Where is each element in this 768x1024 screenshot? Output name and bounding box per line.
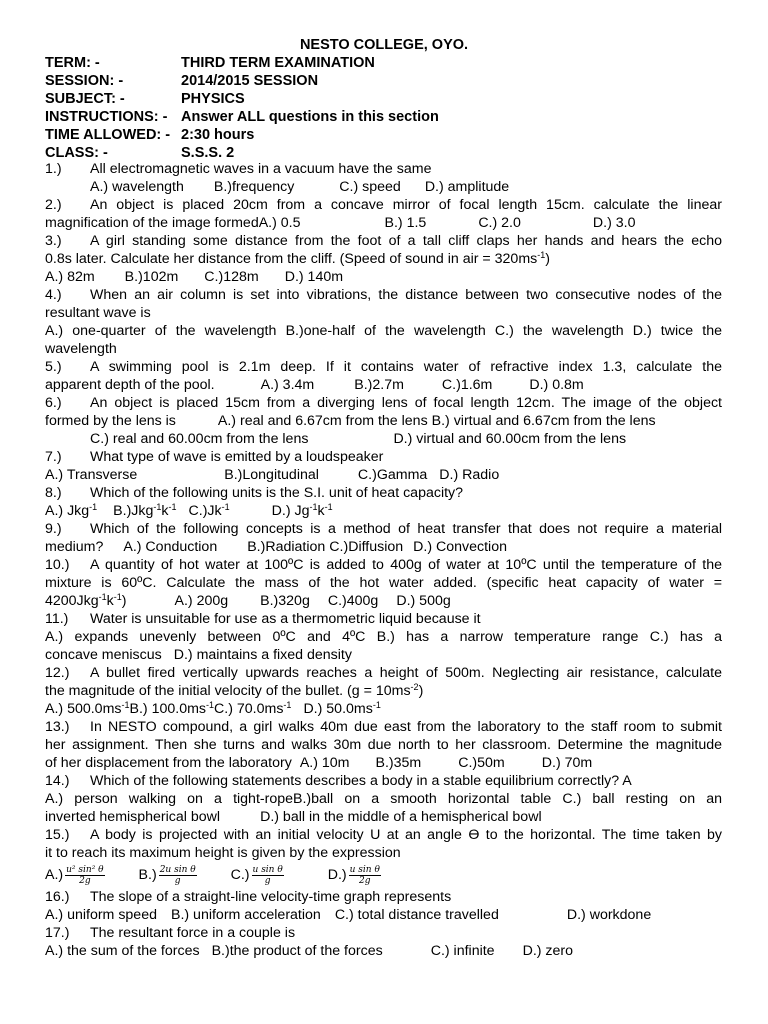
question-text: The slope of a straight-line velocity-time graph represents [90,889,452,905]
header-row-time [45,127,254,143]
option-a: A.) $\frac{\text{u² sin² θ}}{2g}$ [45,864,104,886]
option-b: B.) $\frac{\text{2u sin θ}}{g}$ [138,864,196,886]
question-text: 0.8s later. Calculate her distance from the cliff. (Speed of sound in air = 320ms [45,251,538,267]
question-15-options [45,862,722,888]
fraction: $\frac{\text{u sin θ}}{2g}$ [349,864,380,886]
option-d-cont: wavelength [45,341,117,357]
question-number: 17.) [45,925,70,941]
question-14-options-cont [45,808,722,826]
header-value: 2:30 hours [181,127,255,143]
questions-section [45,160,722,960]
question-text: ) [545,251,550,267]
option-a: A.) 82m [45,269,95,285]
question-text: All electromagnetic waves in a vacuum have the same [90,161,432,177]
question-number: 15.) [45,827,70,843]
option-d: D.) zero [522,943,574,959]
option-d: D.) 3.0 [592,215,636,231]
question-12-line-2 [45,682,722,700]
question-text: An object is placed 20cm from a concave mirror of focal length 15cm. calculate the linear [90,197,722,213]
question-11-options-cont [45,646,722,664]
question-text: magnification of the image formed [45,215,259,231]
question-number: 11.) [45,611,69,627]
option-c-cont: inverted hemispherical bowl [45,809,221,825]
question-number: 16.) [45,889,70,905]
question-6 [45,394,722,412]
option-a: A.) 0.5 [258,215,301,231]
option-c: C.) speed [339,179,401,195]
option-b: B.) $100.0ms^{-1}$ [129,700,215,717]
header-label: INSTRUCTIONS: - [45,109,168,125]
question-number: 13.) [45,719,70,735]
option-b: B.) has a narrow temperature range [376,629,639,645]
option-c: C.) ball resting on an [562,791,722,807]
option-b: $B.)Jkg^{-1}k^{-1}$ [113,502,177,519]
question-10-line-2 [45,574,722,592]
question-number: 12.) [45,665,70,681]
question-1 [45,160,722,178]
question-1-options [45,178,722,196]
option-d: D.) Radio [439,467,500,483]
header-label: TERM: - [45,55,100,71]
option-b: B.) 1.5 [384,215,427,231]
fraction: $\frac{\text{2u sin θ}}{g}$ [159,864,196,886]
question-9 [45,520,722,538]
question-2-options [45,214,722,232]
question-9-options [45,538,722,556]
option-c-cont: concave meniscus [45,647,162,663]
option-b: B.)the product of the forces [211,943,383,959]
question-11-options [45,628,722,646]
question-13-options [45,754,722,772]
option-c: C.)Gamma [357,467,428,483]
header-value: PHYSICS [181,91,245,107]
option-b: B.)ball on a smooth horizontal table [293,791,552,807]
header-value: THIRD TERM EXAMINATION [181,55,375,71]
option-b: B.)2.7m [354,377,404,393]
option-c: C.) infinite [430,943,495,959]
question-4 [45,286,722,304]
question-text: Which of the following units is the S.I. unit of heat capacity? [90,485,464,501]
fraction: $\frac{\text{u sin θ}}{g}$ [252,864,283,886]
question-number: 10.) [45,557,70,573]
option-b: B.)Longitudinal [224,467,319,483]
option-a: A.) the sum of the forces [45,943,200,959]
question-14 [45,772,722,790]
option-c: C.)128m [204,269,259,285]
option-c: C.) real and 60.00cm from the lens [90,431,309,447]
question-5 [45,358,722,376]
option-a: A.) uniform speed [45,907,157,923]
question-text: An object is placed 15cm from a diverging lens of focal length 12cm. The image of the object [90,395,722,411]
question-number: 7.) [45,449,62,465]
option-a: A.) 200g [174,593,229,609]
question-text: A body is projected with an initial velocity U at an angle ϴ to the horizontal. The time taken by [90,827,722,843]
question-6-options [45,430,722,448]
question-16-options [45,906,722,924]
option-b: B.)320g [260,593,310,609]
question-number: 4.) [45,287,62,303]
question-10-options [45,592,722,610]
option-b: B.)Radiation [247,539,326,555]
header-label: SESSION: - [45,73,124,89]
header-row-term [45,55,375,71]
question-8 [45,484,722,502]
college-title: NESTO COLLEGE, OYO. [299,37,469,53]
question-number: 9.) [45,521,62,537]
option-c: C.) the wavelength [494,323,624,339]
option-a: A.) Conduction [123,539,218,555]
question-number: 2.) [45,197,62,213]
question-text: Which of the following statements describes a body in a stable equilibrium correctly? A [90,773,632,789]
question-text: the magnitude of the initial velocity of the bullet. (g = 10ms [45,683,411,699]
option-a: A.) expands unevenly between 0ºC and 4ºC [45,629,366,645]
question-number: 14.) [45,773,70,789]
option-b: B.)35m [375,755,422,771]
question-text: it to reach its maximum height is given by the expression [45,845,401,861]
question-text: In NESTO compound, a girl walks 40m due east from the laboratory to the staff room to submit [90,719,722,735]
header-row-class [45,145,234,161]
option-d: D.) $50.0ms^{-1}$ [303,700,381,717]
option-d: D.) Convection [413,539,507,555]
question-7-options [45,466,722,484]
option-c: C.) $\frac{\text{u sin θ}}{g}$ [230,864,283,886]
header-value: S.S.S. 2 [181,145,235,161]
question-text: A girl standing some distance from the foot of a tall cliff claps her hands and hears the echo [90,233,722,249]
option-d: D.) virtual and 60.00cm from the lens [393,431,627,447]
question-13 [45,718,722,736]
option-c: $C.)Jk^{-1}$ [188,502,230,519]
question-text: Which of the following concepts is a method of heat transfer that does not require a material [90,521,722,537]
option-d: D.) ball in the middle of a hemispherical bowl [260,809,542,825]
option-d: D.) $\frac{\text{u sin θ}}{2g}$ [327,864,380,886]
question-12-options [45,700,722,718]
header-row-instructions [45,109,439,125]
question-4-options-cont [45,340,722,358]
option-d: D.) workdone [566,907,652,923]
option-d: D.) 500g [396,593,451,609]
question-8-options [45,502,722,520]
question-text: of her displacement from the laboratory [45,755,292,771]
question-16 [45,888,722,906]
question-number: 3.) [45,233,62,249]
option-c: C.) total distance travelled [334,907,499,923]
question-text: Water is unsuitable for use as a thermometric liquid because it [90,611,481,627]
question-text: A bullet fired vertically upwards reaches a height of 500m. Neglecting air resistance, calculate [90,665,722,681]
option-d: D.) $Jg^{-1}k^{-1}$ [271,502,333,519]
question-4-options [45,322,722,340]
question-12 [45,664,722,682]
header-label: TIME ALLOWED: - [45,127,171,143]
question-5-options [45,376,722,394]
option-a: A.) 3.4m [260,377,315,393]
question-text: her assignment. Then she turns and walks 30m due north to her classroom. Determine the magnitude [45,737,722,753]
option-b: B.) uniform acceleration [170,907,321,923]
option-c: C.)1.6m [441,377,493,393]
question-number: 1.) [45,161,62,177]
option-a: A.) real and 6.67cm from the lens [217,413,428,429]
question-number: 5.) [45,359,62,375]
option-a: A.) $500.0ms^{-1}$ [45,700,130,717]
fraction: $\frac{\text{u² sin² θ}}{2g}$ [66,864,104,886]
option-c: C.)Diffusion [329,539,404,555]
option-a: A.) Jkg$^{-1}$ [45,502,98,519]
option-c: C.)50m [458,755,505,771]
question-15 [45,826,722,844]
header-label: CLASS: - [45,145,108,161]
header-row-subject [45,91,245,107]
option-c: C.)400g [327,593,379,609]
option-d: D.) amplitude [424,179,510,195]
question-text: A quantity of hot water at 100ºC is added to 400g of water at 10ºC until the temperature of the [90,557,722,573]
option-c: C.) $70.0ms^{-1}$ [214,700,292,717]
question-11 [45,610,722,628]
option-b: B.) virtual and 6.67cm from the lens [431,413,656,429]
question-2 [45,196,722,214]
header-value: 2014/2015 SESSION [181,73,319,89]
header-value: Answer ALL questions in this section [181,109,439,125]
question-15-line-2 [45,844,722,862]
option-b: B.)one-half of the wavelength [285,323,486,339]
question-text: The resultant force in a couple is [90,925,296,941]
question-17 [45,924,722,942]
question-text: formed by the lens is [45,413,176,429]
question-text: A swimming pool is 2.1m deep. If it contains water of refractive index 1.3, calculate the [90,359,722,375]
question-number: 6.) [45,395,62,411]
option-a: A.) person walking on a tight-rope [45,791,293,807]
question-text: apparent depth of the pool. [45,377,215,393]
question-number: 8.) [45,485,62,501]
option-d: D.) 70m [541,755,593,771]
question-text: When an air column is set into vibrations, the distance between two consecutive nodes of the [90,287,722,303]
option-b: B.)102m [124,269,179,285]
question-text: What type of wave is emitted by a loudspeaker [90,449,384,465]
question-3-line-2 [45,250,722,268]
option-d: D.) 140m [284,269,344,285]
option-c: C.) 2.0 [478,215,521,231]
question-7 [45,448,722,466]
question-text: medium? [45,539,104,555]
question-text: mixture is 60ºC. Calculate the mass of the hot water added. (specific heat capacity of water = [45,575,722,591]
superscript: -1 [537,250,546,260]
question-10 [45,556,722,574]
header-label: SUBJECT: - [45,91,125,107]
question-3-options [45,268,722,286]
option-a: A.) 10m [299,755,350,771]
header-row-session [45,73,318,89]
question-14-options [45,790,722,808]
question-17-options [45,942,722,960]
option-a: A.) wavelength [90,179,184,195]
option-c: C.) has a [649,629,722,645]
question-text: resultant wave is [45,305,151,321]
option-b: B.)frequency [213,179,295,195]
question-13-line-2 [45,736,722,754]
question-text: ) [418,683,424,699]
option-a: A.) Transverse [45,467,138,483]
option-d: D.) maintains a fixed density [173,647,352,663]
question-text: $4200Jkg^{-1}k^{-1}$) [45,592,127,609]
option-d: D.) twice the [632,323,723,339]
superscript: -2 [410,682,419,692]
question-3 [45,232,722,250]
question-6-line-2 [45,412,722,430]
option-a: A.) one-quarter of the wavelength [45,323,277,339]
question-4-line-2 [45,304,722,322]
option-d: D.) 0.8m [529,377,584,393]
